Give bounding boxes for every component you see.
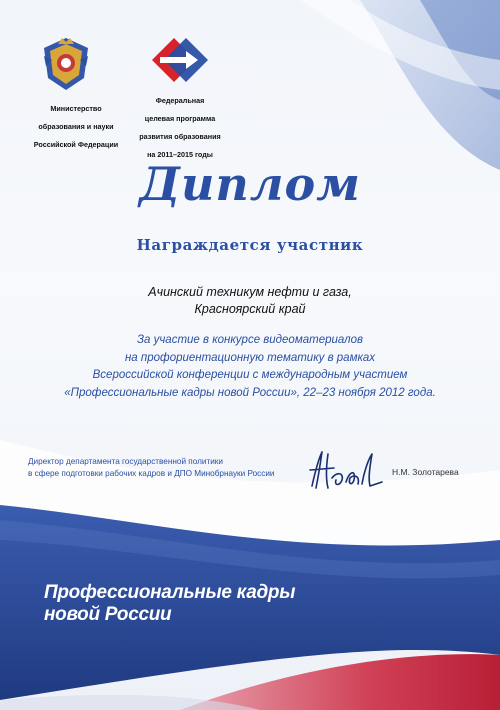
reason-line: «Профессиональные кадры новой России», 22–23 ноября 2012 года.: [64, 386, 436, 399]
recipient-line: Красноярский край: [194, 302, 306, 316]
program-line: развития образования: [139, 132, 221, 141]
recipient: [0, 284, 500, 318]
footer-line: Профессиональные кадры: [44, 582, 296, 603]
fcpro-logo-icon: [150, 36, 210, 86]
reason-line: За участие в конкурсе видеоматериалов: [136, 334, 364, 346]
ministry-line: образования и науки: [38, 122, 114, 131]
recipient-line: Ачинский техникум нефти и газа,: [148, 285, 352, 299]
russian-eagle-emblem-icon: [38, 34, 94, 92]
signatory-position-line: Директор департамента государственной политики: [28, 457, 223, 466]
signatory-name: Н.М. Золотарева: [392, 467, 459, 477]
program-line: на 2011–2015 годы: [147, 150, 213, 159]
program-line: целевая программа: [144, 114, 216, 123]
footer-line: новой России: [44, 604, 172, 625]
signatory-position-line: в сфере подготовки рабочих кадров и ДПО Минобрнауки России: [28, 469, 275, 478]
award-reason: [0, 332, 500, 402]
ministry-line: Российской Федерации: [33, 140, 119, 149]
reason-line: Всероссийской конференции с международным участием: [92, 369, 408, 381]
diploma-title: Диплом: [139, 157, 361, 211]
ministry-line: Министерство: [50, 104, 102, 113]
footer-slogan: [44, 582, 424, 626]
signatory-position: [28, 456, 318, 480]
program-line: Федеральная: [155, 96, 205, 105]
handwritten-signature-icon: [306, 448, 386, 492]
reason-line: на профориентационную тематику в рамках: [124, 351, 376, 364]
ministry-label: [26, 95, 126, 158]
program-label: [124, 87, 236, 168]
diploma-subtitle: Награждается участник: [136, 236, 364, 254]
